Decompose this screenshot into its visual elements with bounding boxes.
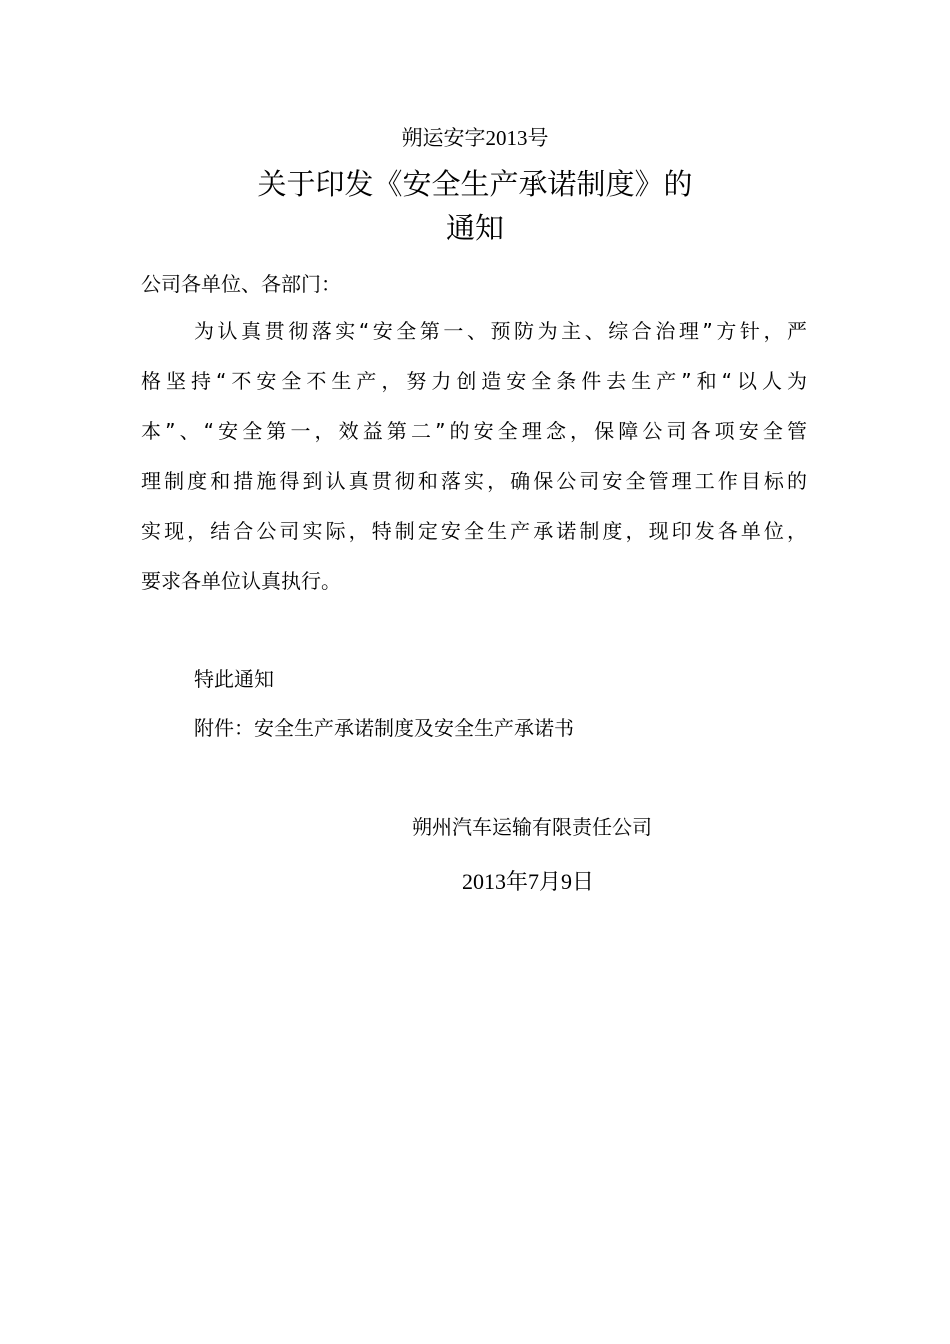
body-paragraph-line: 理制度和措施得到认真贯彻和落实，确保公司安全管理工作目标的 — [141, 469, 807, 493]
body-paragraph-line: 本”、“安全第一，效益第二”的安全理念，保障公司各项安全管 — [141, 419, 807, 443]
issuer-signature: 朔州汽车运输有限责任公司 — [412, 815, 652, 839]
document-number: 朔运安字2013号 — [401, 126, 549, 150]
body-paragraph-line: 实现，结合公司实际，特制定安全生产承诺制度，现印发各单位， — [141, 519, 807, 543]
document-title-line-2: 通知 — [445, 211, 504, 245]
closing-remark: 特此通知 — [194, 667, 274, 691]
document-title-line-1: 关于印发《安全生产承诺制度》的 — [257, 167, 693, 201]
attachment-note: 附件：安全生产承诺制度及安全生产承诺书 — [194, 716, 574, 740]
body-paragraph-line: 要求各单位认真执行。 — [141, 569, 341, 593]
body-paragraph-line: 为认真贯彻落实“安全第一、预防为主、综合治理”方针，严 — [194, 319, 807, 343]
salutation: 公司各单位、各部门： — [141, 272, 341, 296]
issue-date: 2013年7月9日 — [462, 869, 595, 894]
body-paragraph-line: 格坚持“不安全不生产，努力创造安全条件去生产”和“以人为 — [141, 369, 807, 393]
